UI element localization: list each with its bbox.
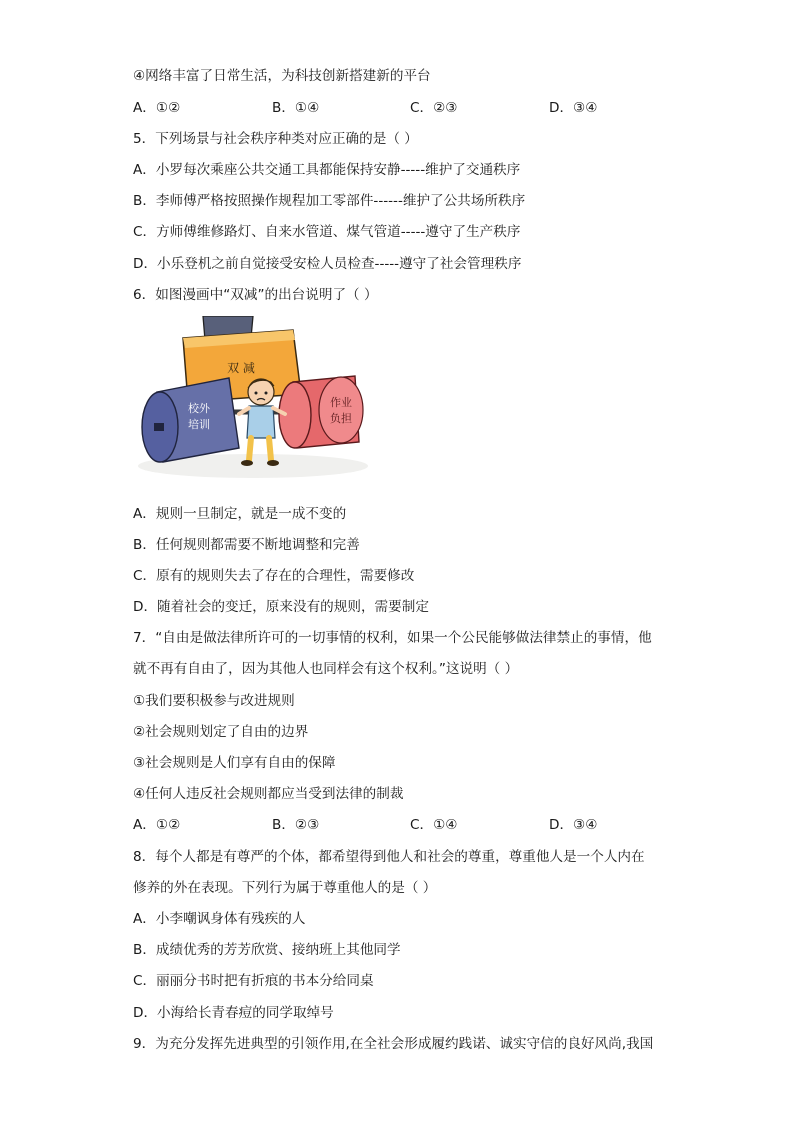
q8-option-d[interactable]: D．小海给长青春痘的同学取绰号 — [133, 1005, 334, 1021]
right-weight-label-1: 作业 — [330, 396, 352, 409]
q8-stem-line-2: 修养的外在表现。下列行为属于尊重他人的是（ ） — [133, 880, 437, 896]
q4-option-c[interactable]: C．②③ — [410, 100, 458, 116]
q7-stem-line-1: 7．“自由是做法律所许可的一切事情的权利，如果一个公民能够做法律禁止的事情，他 — [133, 630, 652, 646]
q8-option-c[interactable]: C．丽丽分书时把有折痕的书本分给同桌 — [133, 973, 374, 989]
q7-item-1: ①我们要积极参与改进规则 — [133, 693, 295, 709]
q7-item-2: ②社会规则划定了自由的边界 — [133, 724, 309, 740]
q5-stem: 5．下列场景与社会秩序种类对应正确的是（ ） — [133, 131, 418, 147]
q7-option-b[interactable]: B．②③ — [272, 817, 320, 833]
q5-option-d[interactable]: D．小乐登机之前自觉接受安检人员检查-----遵守了社会管理秩序 — [133, 256, 522, 272]
q9-stem-line-1: 9．为充分发挥先进典型的引领作用,在全社会形成履约践诺、诚实守信的良好风尚,我国 — [133, 1036, 654, 1052]
q8-option-a[interactable]: A．小李嘲讽身体有残疾的人 — [133, 911, 306, 927]
q6-stem: 6．如图漫画中“双减”的出台说明了（ ） — [133, 287, 378, 303]
q4-item-4: ④网络丰富了日常生活，为科技创新搭建新的平台 — [133, 68, 431, 84]
q6-option-c[interactable]: C．原有的规则失去了存在的合理性，需要修改 — [133, 568, 415, 584]
q4-option-d[interactable]: D．③④ — [549, 100, 598, 116]
box-label: 双 减 — [227, 361, 255, 375]
q7-option-c[interactable]: C．①④ — [410, 817, 458, 833]
q7-item-3: ③社会规则是人们享有自由的保障 — [133, 755, 336, 771]
q7-option-a[interactable]: A．①② — [133, 817, 181, 833]
q4-option-a[interactable]: A．①② — [133, 100, 181, 116]
q6-option-a[interactable]: A．规则一旦制定，就是一成不变的 — [133, 506, 347, 522]
q7-stem-line-2: 就不再有自由了，因为其他人也同样会有这个权利。”这说明（ ） — [133, 661, 519, 677]
q4-option-b[interactable]: B．①④ — [272, 100, 320, 116]
double-reduction-cartoon — [133, 316, 373, 484]
q5-option-a[interactable]: A．小罗每次乘座公共交通工具都能保持安静-----维护了交通秩序 — [133, 162, 521, 178]
q6-option-b[interactable]: B．任何规则都需要不断地调整和完善 — [133, 537, 360, 553]
left-weight-label-1: 校外 — [188, 402, 210, 415]
left-weight-label-2: 培训 — [188, 418, 210, 431]
q5-option-b[interactable]: B．李师傅严格按照操作规程加工零部件------维护了公共场所秩序 — [133, 193, 526, 209]
q7-option-d[interactable]: D．③④ — [549, 817, 598, 833]
q8-stem-line-1: 8．每个人都是有尊严的个体，都希望得到他人和社会的尊重，尊重他人是一个人内在 — [133, 849, 645, 865]
right-weight-label-2: 负担 — [330, 412, 352, 425]
q6-option-d[interactable]: D．随着社会的变迁，原来没有的规则，需要制定 — [133, 599, 429, 615]
q7-item-4: ④任何人违反社会规则都应当受到法律的制裁 — [133, 786, 404, 802]
q5-option-c[interactable]: C．方师傅维修路灯、自来水管道、煤气管道-----遵守了生产秩序 — [133, 224, 521, 240]
q8-option-b[interactable]: B．成绩优秀的芳芳欣赏、接纳班上其他同学 — [133, 942, 401, 958]
